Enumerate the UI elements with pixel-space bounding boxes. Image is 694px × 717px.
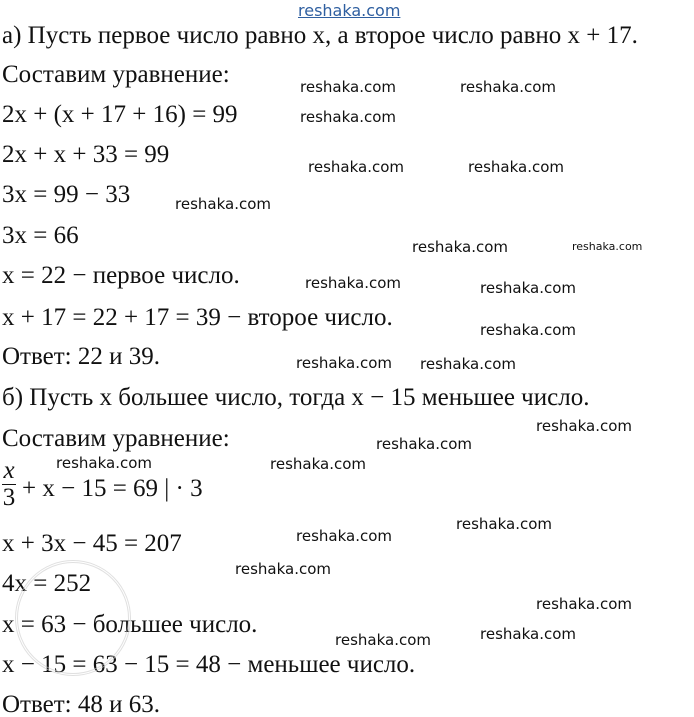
- site-logo-link[interactable]: reshaka.com: [298, 1, 401, 20]
- part-a-equation-6: x + 17 = 22 + 17 = 39 − второе число.: [2, 304, 393, 331]
- part-b-equation-1: + x − 15 = 69 | · 3: [22, 475, 203, 502]
- fraction-numerator: x: [3, 457, 15, 484]
- watermark: reshaka.com: [296, 354, 392, 372]
- part-b-equation-2: x + 3x − 45 = 207: [2, 530, 182, 557]
- part-b-intro: б) Пусть x большее число, тогда x − 15 меньшее число.: [2, 384, 590, 411]
- watermark: reshaka.com: [572, 240, 643, 253]
- watermark: reshaka.com: [300, 108, 396, 126]
- part-a-equation-4: 3x = 66: [2, 222, 79, 249]
- watermark: reshaka.com: [270, 455, 366, 473]
- watermark: reshaka.com: [536, 417, 632, 435]
- watermark: reshaka.com: [300, 78, 396, 96]
- fraction-denominator: 3: [2, 484, 16, 511]
- part-b-equation-4: x = 63 − большее число.: [2, 611, 258, 638]
- stamp-watermark: [15, 560, 131, 676]
- watermark: reshaka.com: [536, 595, 632, 613]
- part-a-equation-2: 2x + x + 33 = 99: [2, 141, 170, 168]
- watermark: reshaka.com: [296, 527, 392, 545]
- part-a-equation-3: 3x = 99 − 33: [2, 181, 131, 208]
- watermark: reshaka.com: [305, 274, 401, 292]
- watermark: reshaka.com: [456, 515, 552, 533]
- part-a-compose: Составим уравнение:: [2, 61, 230, 88]
- part-b-compose: Составим уравнение:: [2, 425, 230, 452]
- watermark: reshaka.com: [308, 158, 404, 176]
- part-a-equation-5: x = 22 − первое число.: [2, 262, 240, 289]
- fraction-x-over-3: [2, 458, 16, 511]
- watermark: reshaka.com: [420, 355, 516, 373]
- part-a-intro: а) Пусть первое число равно x, а второе число равно x + 17.: [2, 22, 638, 49]
- watermark: reshaka.com: [468, 158, 564, 176]
- watermark: reshaka.com: [460, 78, 556, 96]
- watermark: reshaka.com: [412, 238, 508, 256]
- watermark: reshaka.com: [376, 435, 472, 453]
- watermark: reshaka.com: [56, 454, 152, 472]
- watermark: reshaka.com: [175, 195, 271, 213]
- part-a-equation-1: 2x + (x + 17 + 16) = 99: [2, 101, 238, 128]
- watermark: reshaka.com: [235, 560, 331, 578]
- part-b-equation-5: x − 15 = 63 − 15 = 48 − меньшее число.: [2, 651, 416, 678]
- part-b-answer: Ответ: 48 и 63.: [2, 691, 160, 717]
- part-a-answer: Ответ: 22 и 39.: [2, 343, 160, 370]
- watermark: reshaka.com: [335, 631, 431, 649]
- watermark: reshaka.com: [480, 625, 576, 643]
- watermark: reshaka.com: [480, 321, 576, 339]
- watermark: reshaka.com: [480, 279, 576, 297]
- part-b-equation-3: 4x = 252: [2, 570, 92, 597]
